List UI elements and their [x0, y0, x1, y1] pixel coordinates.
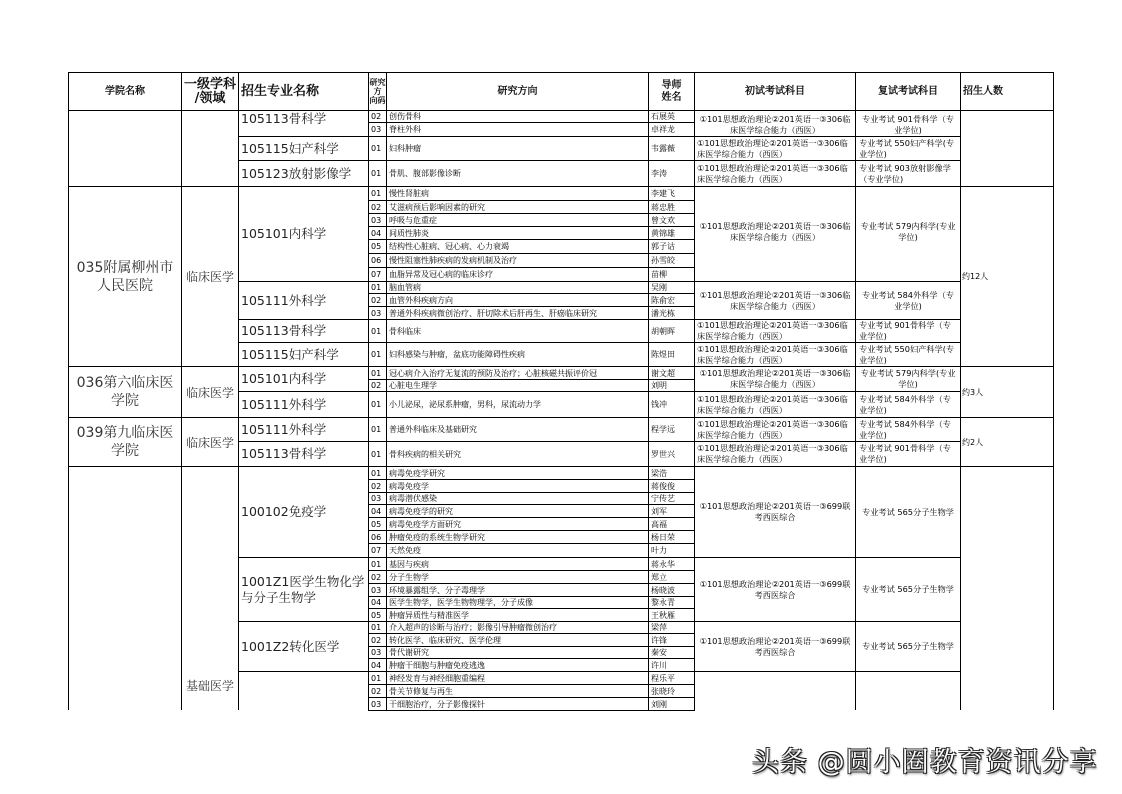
- tutor-name: 黄锦雄: [648, 226, 695, 240]
- dir-name: 骨代谢研究: [386, 646, 649, 659]
- dir-code: 01: [368, 281, 387, 294]
- tutor-name: 谢文超: [648, 366, 695, 380]
- school-cell: 039第九临床医学院: [68, 417, 182, 467]
- exam-retest: 专业考试 550妇产科学(专业学位): [855, 342, 961, 367]
- tutor-name: 高福: [648, 517, 695, 531]
- tutor-name: 程乐平: [648, 671, 695, 685]
- dir-code: 06: [368, 530, 387, 544]
- tutor-name: 刘明: [648, 379, 695, 392]
- tutor-name: 秦安: [648, 646, 695, 659]
- dir-name: 结构性心脏病、冠心病、心力衰竭: [386, 239, 649, 254]
- exam-retest: 专业考试 901骨科学（专业学位): [855, 441, 961, 467]
- tutor-name: 郑立: [648, 570, 695, 584]
- tutor-name: 黎永青: [648, 596, 695, 609]
- tutor-name: 潘光栋: [648, 306, 695, 320]
- dir-name: 医学生物学，医学生物物理学，分子成像: [386, 596, 649, 609]
- exam-initial: ①101思想政治理论②201英语一③699联考西医综合: [694, 466, 856, 558]
- header-exam-retest: 复试考试科目: [855, 72, 961, 111]
- tutor-name: 郭子诂: [648, 239, 695, 254]
- exam-initial: ①101思想政治理论②201英语一③306临床医学综合能力（西医）: [694, 186, 856, 282]
- discipline-cell: 临床医学: [181, 417, 239, 467]
- dir-code: 03: [368, 697, 387, 711]
- tutor-name: 许锋: [648, 633, 695, 647]
- dir-name: 神经发育与神经细胞重编程: [386, 671, 649, 685]
- dir-name: 干细胞治疗，分子影像探针: [386, 697, 649, 711]
- school-cell: 035附属柳州市人民医院: [68, 186, 182, 367]
- major-cell: 105115妇产科学: [238, 136, 369, 161]
- tutor-name: 陈煜田: [648, 342, 695, 367]
- dir-code: 01: [368, 417, 387, 442]
- dir-code: 04: [368, 226, 387, 240]
- dir-code: 03: [368, 583, 387, 597]
- school-cell: [68, 110, 182, 187]
- tutor-name: 蒋忠胜: [648, 200, 695, 214]
- exam-retest: 专业考试 903放射影像学（专业学位): [855, 160, 961, 187]
- major-cell: 105113骨科学: [238, 441, 369, 467]
- header-direction: 研究方向: [386, 72, 649, 111]
- dir-code: 03: [368, 646, 387, 659]
- dir-name: 病毒免疫学研究: [386, 466, 649, 480]
- tutor-name: 蒋俊俊: [648, 479, 695, 493]
- dir-code: 02: [368, 479, 387, 493]
- dir-code: 02: [368, 200, 387, 214]
- dir-name: 骨科疾病的相关研究: [386, 441, 649, 467]
- school-cell: 036第六临床医学院: [68, 366, 182, 418]
- tutor-name: 程学远: [648, 417, 695, 442]
- dir-code: 03: [368, 213, 387, 227]
- dir-name: 普通外科疾病微创治疗、肝切除术后肝再生、肝癌临床研究: [386, 306, 649, 320]
- dir-name: 病毒免疫学方面研究: [386, 517, 649, 531]
- dir-code: 01: [368, 557, 387, 571]
- exam-retest: 专业考试 579内科学(专业学位): [855, 366, 961, 392]
- dir-code: 01: [368, 136, 387, 161]
- tutor-name: 梁浩: [648, 466, 695, 480]
- dir-name: 转化医学、临床研究、医学伦理: [386, 633, 649, 647]
- exam-initial: [694, 671, 856, 710]
- tutor-name: 刘刚: [648, 697, 695, 711]
- exam-initial: ①101思想政治理论②201英语一③306临床医学综合能力（西医）: [694, 110, 856, 137]
- major-cell: 1001Z2转化医学: [238, 621, 369, 672]
- header-exam-initial: 初试考试科目: [694, 72, 856, 111]
- tutor-name: 李建飞: [648, 186, 695, 201]
- discipline-cell: 基础医学: [181, 466, 239, 710]
- exam-initial: ①101思想政治理论②201英语一③306临床医学综合能力（西医）: [694, 441, 856, 467]
- dir-code: 06: [368, 253, 387, 268]
- dir-name: 冠心病介入治疗无复流的预防及治疗；心脏核磁共振评价冠: [386, 366, 649, 380]
- quota-cell: 约2人: [960, 417, 1054, 467]
- quota-cell: 约12人: [960, 186, 1054, 367]
- dir-code: 01: [368, 186, 387, 201]
- major-cell: 105115妇产科学: [238, 342, 369, 367]
- tutor-name: 许川: [648, 658, 695, 672]
- dir-code: 01: [368, 671, 387, 685]
- dir-code: 02: [368, 570, 387, 584]
- major-cell: 105101内科学: [238, 366, 369, 392]
- exam-initial: ①101思想政治理论②201英语一③306临床医学综合能力（西医）: [694, 281, 856, 320]
- quota-cell: [960, 466, 1054, 710]
- major-cell: 105111外科学: [238, 281, 369, 320]
- dir-name: 骨关节修复与再生: [386, 684, 649, 698]
- discipline-cell: [181, 110, 239, 187]
- tutor-name: 张晓玲: [648, 684, 695, 698]
- tutor-name: 石展英: [648, 110, 695, 123]
- quota-cell: 约3人: [960, 366, 1054, 418]
- header-tutor: [648, 72, 695, 111]
- dir-name: 小儿泌尿，泌尿系肿瘤，男科，尿流动力学: [386, 391, 649, 418]
- dir-name: 妇科感染与肿瘤，盆底功能障碍性疾病: [386, 342, 649, 367]
- exam-initial: ①101思想政治理论②201英语一③306临床医学综合能力（西医）: [694, 319, 856, 343]
- major-cell: 105113骨科学: [238, 319, 369, 343]
- dir-code: 01: [368, 342, 387, 367]
- exam-initial: ①101思想政治理论②201英语一③306临床医学综合能力（西医）: [694, 417, 856, 442]
- school-cell: [68, 466, 182, 710]
- dir-name: 脑血管病: [386, 281, 649, 294]
- dir-name: 呼吸与危重症: [386, 213, 649, 227]
- dir-name: 肿瘤异质性与精准医学: [386, 608, 649, 622]
- dir-name: 心脏电生理学: [386, 379, 649, 392]
- tutor-name: 杨日荣: [648, 530, 695, 544]
- tutor-name: 陈俞宏: [648, 293, 695, 307]
- header-discipline-line2: /领域: [194, 90, 226, 106]
- dir-name: 妇科肿瘤: [386, 136, 649, 161]
- dir-code: 02: [368, 293, 387, 307]
- tutor-name: 宁传艺: [648, 492, 695, 505]
- discipline-cell: 临床医学: [181, 366, 239, 418]
- dir-code: 07: [368, 267, 387, 282]
- exam-initial: ①101思想政治理论②201英语一③306临床医学综合能力（西医）: [694, 391, 856, 418]
- major-cell: 105101内科学: [238, 186, 369, 282]
- tutor-name: 王秋雁: [648, 608, 695, 622]
- dir-name: 艾滋病预后影响因素的研究: [386, 200, 649, 214]
- dir-code: 01: [368, 621, 387, 634]
- tutor-name: 钱冲: [648, 391, 695, 418]
- dir-code: 05: [368, 608, 387, 622]
- header-school: 学院名称: [68, 72, 182, 111]
- dir-name: 创伤骨科: [386, 110, 649, 123]
- tutor-name: 胡朝晖: [648, 319, 695, 343]
- tutor-name: 李涛: [648, 160, 695, 187]
- dir-code: 02: [368, 110, 387, 123]
- dir-name: 肿瘤免疫的系统生物学研究: [386, 530, 649, 544]
- tutor-name: 孙雪皎: [648, 253, 695, 268]
- dir-code: 01: [368, 319, 387, 343]
- exam-retest: 专业考试 584外科学（专业学位): [855, 281, 961, 320]
- dir-code: 01: [368, 366, 387, 380]
- dir-code: 01: [368, 391, 387, 418]
- major-cell: 105111外科学: [238, 391, 369, 418]
- tutor-name: 韦露薇: [648, 136, 695, 161]
- dir-code: 03: [368, 306, 387, 320]
- dir-name: 骨肌、腹部影像诊断: [386, 160, 649, 187]
- header-dir-code-line2: 向码: [369, 96, 386, 105]
- dir-code: 02: [368, 379, 387, 392]
- exam-retest: 专业考试 901骨科学（专业学位): [855, 319, 961, 343]
- tutor-name: 蒋永华: [648, 557, 695, 571]
- header-dir-code: [368, 72, 387, 111]
- tutor-name: 吴刚: [648, 281, 695, 294]
- major-cell: 105111外科学: [238, 417, 369, 442]
- dir-code: 03: [368, 492, 387, 505]
- dir-name: 分子生物学: [386, 570, 649, 584]
- dir-name: 慢性阻塞性肺疾病的发病机制及治疗: [386, 253, 649, 268]
- dir-code: 07: [368, 543, 387, 558]
- dir-name: 骨科临床: [386, 319, 649, 343]
- dir-code: 01: [368, 466, 387, 480]
- header-tutor-line2: 姓名: [661, 91, 682, 103]
- exam-retest: 专业考试 565分子生物学: [855, 557, 961, 622]
- dir-name: 环境暴露组学、分子毒理学: [386, 583, 649, 597]
- dir-name: 病毒免疫学: [386, 479, 649, 493]
- dir-code: 03: [368, 122, 387, 137]
- quota-cell: [960, 110, 1054, 187]
- tutor-name: 梁萍: [648, 621, 695, 634]
- major-cell: [238, 671, 369, 710]
- dir-code: 01: [368, 160, 387, 187]
- tutor-name: 杨晓波: [648, 583, 695, 597]
- exam-retest: 专业考试 579内科学(专业学位): [855, 186, 961, 282]
- dir-code: 05: [368, 239, 387, 254]
- major-cell: 105113骨科学: [238, 110, 369, 137]
- discipline-cell: 临床医学: [181, 186, 239, 367]
- dir-name: 病毒免疫学的研究: [386, 504, 649, 518]
- tutor-name: 罗世兴: [648, 441, 695, 467]
- tutor-name: 曾文欢: [648, 213, 695, 227]
- major-cell: 1001Z1医学生物化学与分子生物学: [238, 557, 369, 622]
- dir-name: 普通外科临床及基础研究: [386, 417, 649, 442]
- dir-code: 01: [368, 441, 387, 467]
- major-cell: 100102免疫学: [238, 466, 369, 558]
- header-dir-code-line1: 研究方: [369, 78, 386, 96]
- header-discipline: [181, 72, 239, 111]
- dir-name: 脊柱外科: [386, 122, 649, 137]
- exam-initial: ①101思想政治理论②201英语一③306临床医学综合能力（西医）: [694, 342, 856, 367]
- exam-retest: 专业考试 565分子生物学: [855, 621, 961, 672]
- tutor-name: 苗柳: [648, 267, 695, 282]
- dir-code: 04: [368, 658, 387, 672]
- dir-code: 04: [368, 596, 387, 609]
- tutor-name: 刘军: [648, 504, 695, 518]
- dir-code: 04: [368, 504, 387, 518]
- exam-retest: 专业考试 584外科学（专业学位): [855, 417, 961, 442]
- dir-name: 血脂异常及冠心病的临床诊疗: [386, 267, 649, 282]
- dir-name: 肿瘤干细胞与肿瘤免疫逃逸: [386, 658, 649, 672]
- header-tutor-line1: 导师: [661, 79, 682, 91]
- exam-initial: ①101思想政治理论②201英语一③699联考西医综合: [694, 557, 856, 622]
- dir-name: 天然免疫: [386, 543, 649, 558]
- dir-code: 02: [368, 633, 387, 647]
- exam-initial: ①101思想政治理论②201英语一③306临床医学综合能力（西医）: [694, 136, 856, 161]
- exam-retest: 专业考试 584外科学（专业学位): [855, 391, 961, 418]
- dir-name: 间质性肺炎: [386, 226, 649, 240]
- exam-retest: 专业考试 565分子生物学: [855, 466, 961, 558]
- watermark: 头条 @圆小圈教育资讯分享: [752, 747, 1098, 778]
- dir-name: 慢性肾脏病: [386, 186, 649, 201]
- dir-code: 02: [368, 684, 387, 698]
- header-discipline-line1: 一级学科: [183, 76, 236, 92]
- exam-initial: ①101思想政治理论②201英语一③306临床医学综合能力（西医）: [694, 160, 856, 187]
- dir-name: 病毒潜伏感染: [386, 492, 649, 505]
- header-quota: 招生人数: [960, 72, 1054, 111]
- exam-initial: ①101思想政治理论②201英语一③699联考西医综合: [694, 621, 856, 672]
- tutor-name: 卓祥龙: [648, 122, 695, 137]
- dir-name: 血管外科疾病方向: [386, 293, 649, 307]
- exam-retest: 专业考试 550妇产科学(专业学位): [855, 136, 961, 161]
- major-cell: 105123放射影像学: [238, 160, 369, 187]
- exam-retest: 专业考试 901骨科学（专业学位): [855, 110, 961, 137]
- exam-initial: ①101思想政治理论②201英语一③306临床医学综合能力（西医）: [694, 366, 856, 392]
- dir-name: 介入超声的诊断与治疗；影像引导肿瘤微创治疗: [386, 621, 649, 634]
- header-major: 招生专业名称: [238, 72, 369, 111]
- dir-code: 05: [368, 517, 387, 531]
- dir-name: 基因与疾病: [386, 557, 649, 571]
- tutor-name: 叶力: [648, 543, 695, 558]
- exam-retest: [855, 671, 961, 710]
